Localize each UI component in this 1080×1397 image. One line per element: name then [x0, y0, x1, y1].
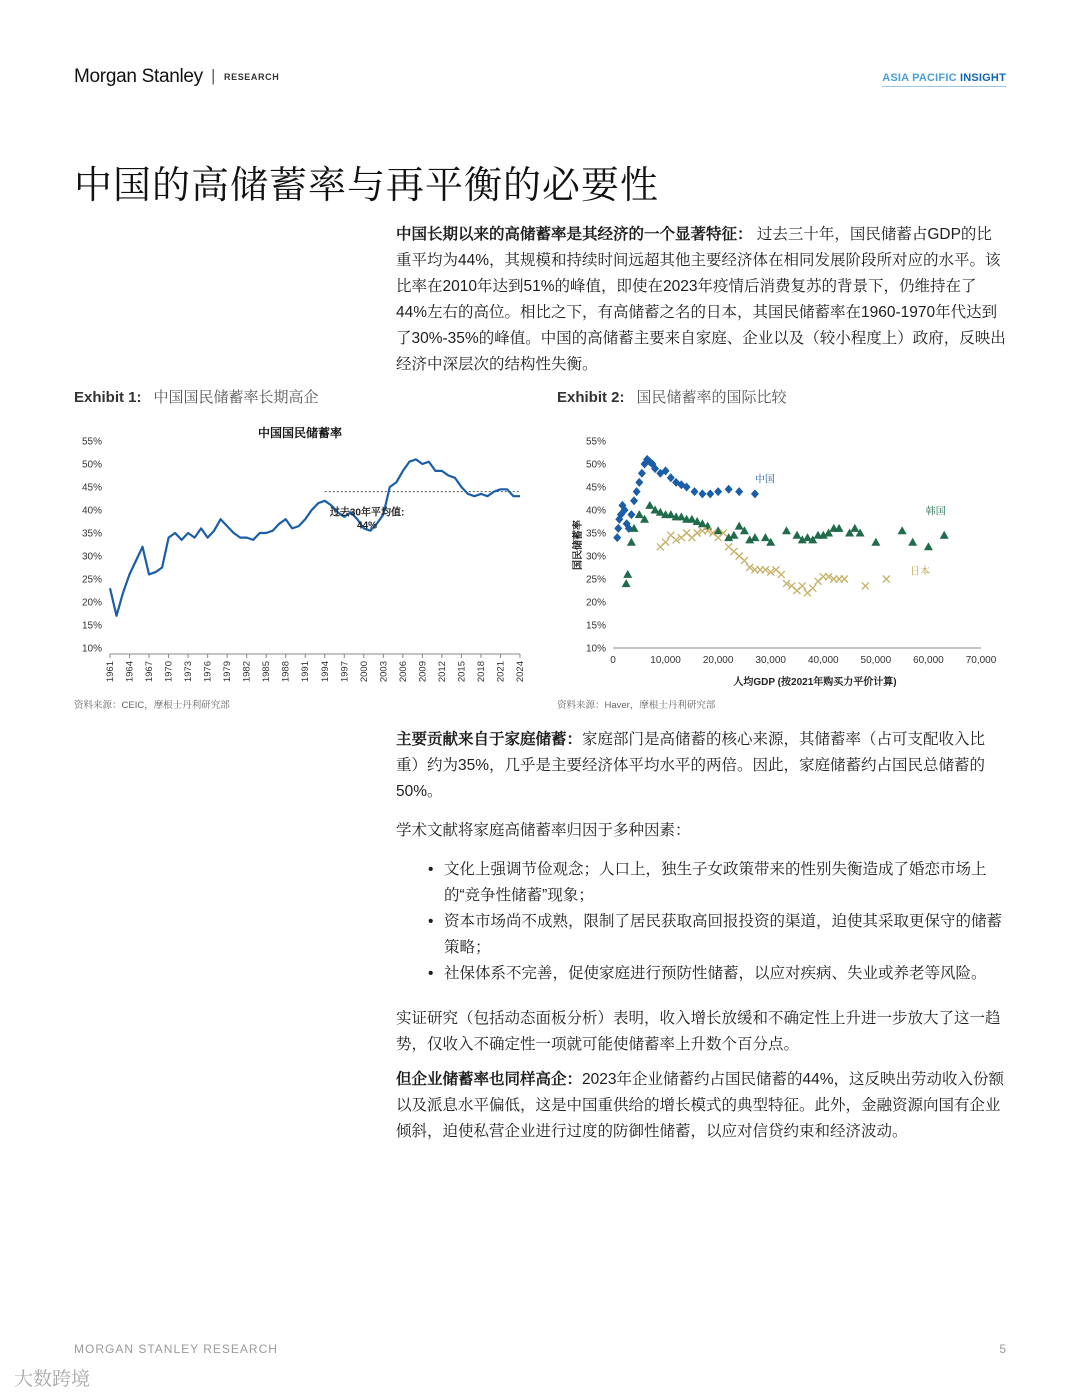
- chart2-legend-china: 中国: [754, 474, 775, 486]
- exhibit1-caption: [74, 386, 319, 407]
- chart2-y-tick: 55%: [585, 436, 606, 448]
- korea-data-point: [924, 542, 933, 550]
- chart2-x-tick: 0: [610, 655, 616, 666]
- household-paragraph: [396, 727, 1006, 805]
- asia-pacific-insight: [882, 72, 1006, 84]
- chart2-x-axis-label: 人均GDP (按2021年购买力平价计算): [733, 677, 897, 688]
- china-data-point: [613, 533, 621, 542]
- china-data-point: [690, 487, 698, 496]
- chart1-average-label-1: 过去30年平均值:: [329, 507, 405, 519]
- china-data-point: [627, 510, 635, 519]
- korea-data-point: [898, 526, 907, 534]
- corporate-bold: 但企业储蓄率也同样高企：: [396, 1071, 583, 1088]
- exhibit2-caption: [557, 386, 787, 407]
- chart2-x-tick: 40,000: [807, 655, 839, 666]
- insight-pre: ASIA PACIFIC: [882, 72, 957, 84]
- corporate-paragraph: [396, 1067, 1006, 1145]
- korea-data-point: [761, 533, 770, 541]
- insight-post: INSIGHT: [959, 72, 1006, 84]
- page-title: 中国的高储蓄率与再平衡的必要性: [74, 165, 660, 207]
- chart2-x-tick: 30,000: [755, 655, 787, 666]
- chart1-y-tick: 35%: [81, 528, 102, 540]
- china-data-point: [735, 487, 743, 496]
- chart2-y-tick: 10%: [585, 643, 606, 655]
- chart2-y-tick: 15%: [585, 620, 606, 632]
- chart1-x-tick: 2003: [378, 661, 390, 683]
- korea-data-point: [627, 538, 636, 546]
- page-number: 5: [999, 1342, 1006, 1356]
- korea-data-point: [645, 501, 654, 509]
- china-savings-line-chart: [70, 415, 530, 690]
- chart1-x-tick: 1964: [124, 661, 136, 683]
- exhibit2-title: 国民储蓄率的国际比较: [636, 389, 787, 406]
- exhibit1-label: Exhibit 1:: [74, 389, 142, 406]
- exhibit1-title: 中国国民储蓄率长期高企: [153, 389, 319, 406]
- chart1-title: 中国国民储蓄率: [257, 426, 343, 440]
- korea-data-point: [729, 531, 738, 539]
- intro-bold: 中国长期以来的高储蓄率是其经济的一个显著特征：: [396, 226, 753, 243]
- japan-data-point: [883, 576, 890, 583]
- korea-data-point: [782, 526, 791, 534]
- china-data-point: [614, 524, 622, 533]
- japan-data-point: [741, 557, 748, 564]
- academic-paragraph: 学术文献将家庭高储蓄率归因于多种因素：: [396, 822, 691, 839]
- brand-separator: |: [211, 66, 216, 85]
- japan-data-point: [662, 539, 669, 546]
- chart2-x-tick: 50,000: [860, 655, 892, 666]
- korea-data-point: [750, 533, 759, 541]
- chart1-y-tick: 10%: [81, 643, 102, 655]
- empirical-paragraph: 实证研究（包括动态面板分析）表明，收入增长放缓和不确定性上升进一步放大了这一趋势，仅收入不确定性一项就可能使储蓄率上升数个百分点。: [396, 1010, 1001, 1053]
- china-data-point: [630, 496, 638, 505]
- japan-data-point: [862, 582, 869, 589]
- chart1-x-tick: 1961: [105, 661, 116, 683]
- japan-data-point: [841, 576, 848, 583]
- korea-data-point: [635, 510, 644, 518]
- chart1-x-tick: 2012: [436, 661, 448, 683]
- china-data-point: [698, 489, 706, 498]
- bullet-item: • 社保体系不完善，促使家庭进行预防性储蓄，以应对疾病、失业或养老等风险。: [420, 961, 1006, 987]
- chart2-y-tick: 45%: [585, 482, 606, 494]
- intl-savings-scatter-chart: [555, 415, 1015, 690]
- chart2-y-tick: 25%: [585, 574, 606, 586]
- exhibit2-label: Exhibit 2:: [557, 389, 625, 406]
- china-data-point: [638, 469, 646, 478]
- brand-research: RESEARCH: [224, 72, 280, 82]
- chart1-x-tick: 1985: [261, 661, 273, 683]
- korea-data-point: [735, 522, 744, 530]
- bullet-item: • 资本市场尚不成熟，限制了居民获取高回报投资的渠道，迫使其采取更保守的储蓄策略；: [420, 909, 1006, 961]
- chart2-x-tick: 20,000: [702, 655, 734, 666]
- japan-data-point: [809, 585, 816, 592]
- korea-data-point: [623, 570, 632, 578]
- korea-data-point: [850, 524, 859, 532]
- korea-data-point: [940, 531, 949, 539]
- intro-text: 过去三十年，国民储蓄占GDP的比重平均为44%，其规模和持续时间远超其他主要经济体在相同发展阶段所对应的水平。该比率在2010年达到51%的峰值，即使在2023年疫情后消费复苏的背景下，仍维持在了44%左右的高位。相比之下，有高储蓄之名的日本，其国民储蓄率在1960-1970年代达到了30%-35%的峰值。中国的高储蓄主要来自家庭、企业以及（较小程度上）政府，反映出经济中深层次的结构性失衡。: [396, 226, 1006, 373]
- china-data-point: [714, 487, 722, 496]
- intro-paragraph: [396, 222, 1006, 378]
- chart1-x-tick: 2021: [495, 661, 507, 683]
- chart1-y-tick: 55%: [81, 436, 102, 448]
- chart2-legend-korea: 韩国: [925, 506, 946, 518]
- chart1-x-tick: 2024: [515, 661, 526, 683]
- chart2-y-tick: 20%: [585, 597, 606, 609]
- chart1-y-tick: 30%: [81, 551, 102, 563]
- chart1-x-tick: 1967: [144, 661, 156, 683]
- factor-bullet-list: [420, 857, 1006, 987]
- chart1-x-tick: 1997: [339, 661, 351, 683]
- chart1-x-tick: 2009: [417, 661, 429, 683]
- household-bold: 主要贡献来自于家庭储蓄：: [396, 731, 583, 748]
- household-text: 家庭部门是高储蓄的核心来源，其储蓄率（占可支配收入比重）约为35%，几乎是主要经济体平均水平的两倍。因此，家庭储蓄约占国民总储蓄的50%。: [396, 731, 986, 800]
- china-data-point: [725, 485, 733, 494]
- chart1-x-tick: 1973: [183, 661, 195, 683]
- japan-data-point: [778, 571, 785, 578]
- chart2-y-tick: 40%: [585, 505, 606, 517]
- chart1-x-tick: 2018: [475, 661, 487, 683]
- chart1-average-label-2: 44%: [357, 520, 378, 532]
- chart1-y-tick: 20%: [81, 597, 102, 609]
- chart1-x-tick: 1979: [222, 661, 234, 683]
- chart2-y-tick: 50%: [585, 459, 606, 471]
- chart2-legend-japan: 日本: [910, 566, 931, 578]
- chart2-y-tick: 30%: [585, 551, 606, 563]
- chart1-x-tick: 1976: [202, 661, 214, 683]
- chart1-x-tick: 2006: [397, 661, 409, 683]
- exhibit2-source: 资料来源：Haver，摩根士丹利研究部: [557, 700, 716, 711]
- korea-data-point: [908, 538, 917, 546]
- chart2-x-tick: 70,000: [965, 655, 997, 666]
- insight-underline: [882, 86, 1006, 87]
- japan-data-point: [799, 582, 806, 589]
- chart2-x-tick: 60,000: [913, 655, 944, 666]
- chart1-x-tick: 1994: [319, 661, 331, 683]
- korea-data-point: [871, 538, 880, 546]
- exhibit1-source: 资料来源：CEIC，摩根士丹利研究部: [74, 700, 230, 711]
- chart1-y-tick: 50%: [81, 459, 102, 471]
- chart1-y-tick: 25%: [81, 574, 102, 586]
- korea-data-point: [793, 531, 802, 539]
- china-data-point: [633, 487, 641, 496]
- watermark: 大数跨境: [14, 1369, 91, 1390]
- chart2-x-tick: 10,000: [650, 655, 681, 666]
- chart1-y-tick: 45%: [81, 482, 102, 494]
- bullet-item: • 文化上强调节俭观念；人口上，独生子女政策带来的性别失衡造成了婚恋市场上的“竞争性储蓄”现象；: [420, 857, 1006, 909]
- chart1-x-tick: 1970: [163, 661, 175, 683]
- chart2-y-tick: 35%: [585, 528, 606, 540]
- chart1-x-tick: 2000: [358, 661, 370, 683]
- chart1-series-line: [110, 459, 520, 615]
- china-data-point: [751, 489, 759, 498]
- chart2-y-axis-label: 国民储蓄率: [573, 520, 584, 570]
- brand-logo: Morgan Stanley: [74, 66, 203, 87]
- china-data-point: [635, 478, 643, 487]
- chart1-x-tick: 1982: [241, 661, 253, 683]
- corporate-text: 2023年企业储蓄约占国民储蓄的44%，这反映出劳动收入份额以及派息水平偏低，这是中国重供给的增长模式的典型特征。此外，金融资源向国有企业倾斜，迫使私营企业进行过度的防御性储蓄，以应对信贷约束和经济波动。: [396, 1071, 1005, 1140]
- chart1-x-tick: 2015: [456, 661, 468, 683]
- footer-label: MORGAN STANLEY RESEARCH: [74, 1342, 278, 1356]
- chart1-x-tick: 1988: [280, 661, 292, 683]
- korea-data-point: [622, 579, 631, 587]
- chart1-x-tick: 1991: [300, 661, 312, 683]
- chart1-y-tick: 40%: [81, 505, 102, 517]
- china-data-point: [706, 489, 714, 498]
- chart1-y-tick: 15%: [81, 620, 102, 632]
